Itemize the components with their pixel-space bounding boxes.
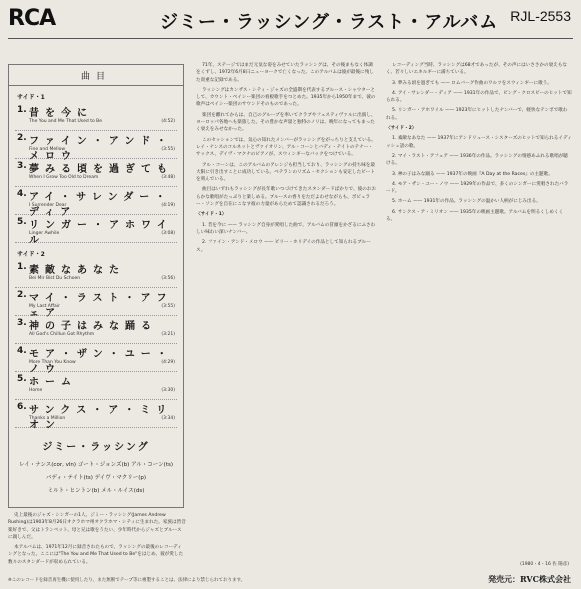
track-duration: (3:48) — [161, 175, 175, 180]
notes-date: (1980・4・16 佐 陽彦) — [520, 562, 569, 567]
liner-paragraph: 1. 素敵なあなた —— 1937年にアンドリュース・シスターズのヒットで知られるイディッシュ語の歌。 — [386, 136, 572, 149]
liner-paragraph: 2. ファイン・アンド・メロウ —— ビリー・ホリデイの作品として知られるブルース。 — [196, 240, 371, 253]
track-number: 6. — [17, 402, 27, 412]
track-number: 2. — [17, 290, 27, 300]
track-duration: (3:55) — [161, 147, 175, 152]
track-row — [15, 103, 177, 131]
track-title-ja: ホーム — [29, 377, 77, 388]
liner-paragraph: レコーディング当時、ラッシングは68才であったが、その声にはいささかの衰えもなく、若々しいエネルギーに満ちている。 — [386, 63, 568, 76]
header-rule — [8, 38, 573, 39]
liner-paragraph: 曲目はいずれもラッシングが長年歌いつづけてきたスタンダードばかりで、彼のおおらかな歌唱がたっぷりと楽しめる。ブルースの香りをただよわせながらも、ポピュラー・ソングを自在にこなす彼の力量があらためて認識されるだろう。 — [196, 187, 376, 208]
catalog-number: RJL-2553 — [510, 8, 571, 24]
liner-paragraph: このセッションでは、気心の知れたメンバーがラッシングをがっちりと支えている。レイ・ナンスのコルネットとヴァイオリン、アル・コーンとバディ・テイトのテナー・サックス、デイヴ・マクナのピアノが、スウィンギーなバックをつけている。 — [196, 137, 376, 158]
liner-paragraph: 本アルバムは、1971年12月に録音されたもので、ラッシングの最後のレコーディングとなった。ここには"The You and Me That Used to Be"をはじめ、彼が愛した数々のスタンダードが収められている。 — [8, 545, 184, 565]
track-title-en: All God's Chillun Got Rhythm — [29, 332, 95, 337]
track-title-ja: モア・ザン・ユー・ノウ — [29, 349, 173, 375]
track-title-ja: 夢みる頃を過ぎても — [29, 164, 173, 175]
artist-name: ジミー・ラッシング — [42, 442, 150, 453]
track-title-en: Home — [29, 388, 43, 393]
liner-paragraph: 5. ホーム —— 1931年の作品。ラッシングの温かい人柄がにじみ出る。 — [392, 199, 541, 205]
track-title-en: Linger Awhile — [29, 231, 60, 236]
track-duration: (4:19) — [161, 203, 175, 208]
track-duration: (3:34) — [161, 416, 175, 421]
track-number: 5. — [17, 374, 27, 384]
personnel-line: バディ・テイト(ts) デイヴ・マクリー(p) — [45, 475, 147, 481]
track-title-en: I Surrender Dear — [29, 203, 67, 208]
track-title-en: More Than You Know — [29, 360, 76, 365]
track-title-en: My Last Affair — [29, 304, 60, 309]
footer — [8, 562, 573, 585]
track-title-ja: リンガー・アホワイル — [29, 220, 173, 246]
track-title-en: Thanks a Million — [29, 416, 66, 421]
track-duration: (3:08) — [161, 231, 175, 236]
track-title-en: The You and Me That Used to Be — [29, 119, 103, 124]
tracklist-box — [8, 64, 184, 508]
track-row — [15, 215, 177, 246]
header — [0, 0, 581, 36]
liner-paragraph: 楽団を離れてからは、自己のグループを率いてクラブやフェスティヴァルに出演し、ヨーロッパ各地へも楽旅した。その豊かな声量と独特のノリは、晩年になってもまったく衰えをみせなかった。 — [196, 112, 376, 133]
liner-paragraph: ラッシングはカンザス・シティ・ジャズの全盛期を代表するブルース・シャウターとして、カウント・ベイシー楽団の看板歌手をつとめた。1935年から1950年まで、彼の歌声はベイシー楽団のサウンドそのものであった。 — [196, 87, 376, 108]
liner-notes-col1 — [8, 512, 186, 572]
track-row — [15, 372, 177, 400]
track-number: 4. — [17, 189, 27, 199]
track-duration: (3:30) — [161, 388, 175, 393]
track-duration: (3:21) — [161, 332, 175, 337]
rca-logo: RCA — [8, 6, 56, 31]
liner-notes-col3 — [386, 62, 572, 572]
liner-paragraph: 71年、ステージではまだ元気な姿をみせていたラッシングは、その後まもなく体調をくずし、1972年6月8日ニューヨークで亡くなった。このアルバムは彼が最後に残した貴重な記録である。 — [196, 63, 374, 83]
track-title-ja: マイ・ラスト・アフェア — [29, 293, 173, 319]
liner-paragraph: アル・コーンは、このアルバムのアレンジも担当しており、ラッシングの持ち味を最大限に引き出すことに成功している。ベテランのリズム・セクションも安定したビートを刻んでいる。 — [196, 162, 376, 183]
album-title: ジミー・ラッシング・ラスト・アルバム — [160, 12, 499, 33]
track-number: 2. — [17, 133, 27, 143]
track-title-en: When I Grow Too Old to Dream — [29, 175, 99, 180]
track-title-ja: ファイン・アンド・メロウ — [29, 136, 173, 162]
liner-paragraph: 1. 昔を今に —— ラッシング自身が愛唱した曲で、アルバムの冒頭をかざるにふさわしい味わい深いナンバー。 — [196, 222, 376, 235]
track-row — [15, 288, 177, 319]
track-row — [15, 260, 177, 288]
track-title-en: Fine and Mellow — [29, 147, 66, 152]
liner-paragraph: 〈サイド・1〉 — [196, 212, 227, 218]
track-duration: (3:55) — [161, 304, 175, 309]
track-title-ja: 素敵なあなた — [29, 265, 125, 276]
track-number: 4. — [17, 346, 27, 356]
liner-paragraph: 2. マイ・ラスト・アフェア —— 1936年の作品。ラッシングの情感あふれる歌唱が聴ける。 — [386, 153, 568, 167]
personnel — [15, 438, 177, 498]
track-row — [15, 316, 177, 344]
liner-paragraph: 4. アイ・サレンダー・ディア —— 1931年の作品で、ビング・クロスビーのヒットで知られる。 — [386, 90, 572, 104]
track-row — [15, 187, 177, 218]
track-row — [15, 344, 177, 375]
track-duration: (3:56) — [161, 276, 175, 281]
liner-paragraph: 4. モア・ザン・ユー・ノウ —— 1929年の作品で、多くのシンガーに愛唱されたバラード。 — [386, 181, 569, 195]
track-number: 1. — [17, 105, 27, 115]
personnel-line: レイ・ナンス(cor, vln) ゴート・ジョンズ(b) アル・コーン(ts) — [19, 462, 173, 468]
track-title-ja: 神の子はみな踊る — [29, 321, 157, 332]
track-title-ja: サンクス・ア・ミリオン — [29, 405, 173, 431]
liner-notes-col2 — [196, 62, 376, 572]
tracklist-sides — [9, 92, 183, 431]
side-label: サイド・1 — [17, 94, 45, 101]
track-number: 1. — [17, 262, 27, 272]
track-row — [15, 159, 177, 187]
track-title-en: Bei Mir Bist Du Schoen — [29, 276, 81, 281]
track-row — [15, 400, 177, 431]
liner-paragraph: 6. サンクス・ア・ミリオン —— 1935年の映画主題歌。アルバムを明るくしめくくる。 — [386, 209, 564, 223]
copyright-note: ※このレコードを録音再生機に使用したり、また無断でテープ等に複製することは、法律により禁じられております。 — [8, 578, 246, 583]
liner-paragraph: 5. リンガー・アホワイル —— 1923年にヒットしたナンバーで、軽快なテンポで歌われる。 — [386, 108, 568, 121]
liner-paragraph: 3. 神の子はみな踊る —— 1937年の映画『A Day at the Races』の主題歌。 — [392, 171, 553, 177]
personnel-line: ミルト・ヒントン(b) メル・ルイス(ds) — [47, 488, 145, 494]
track-number: 3. — [17, 318, 27, 328]
track-duration: (4:52) — [161, 119, 175, 124]
liner-paragraph: 〈サイド・2〉 — [386, 126, 417, 132]
track-title-ja: アイ・サレンダー・ディア — [29, 192, 172, 218]
track-title-ja: 昔を今に — [29, 108, 93, 119]
liner-paragraph: 3. 夢みる頃を過ぎても —— ロムバーグ作曲のワルツをスウィンギーに歌う。 — [392, 80, 552, 86]
track-number: 3. — [17, 161, 27, 171]
side-label: サイド・2 — [17, 251, 45, 258]
liner-paragraph: 史上最後のジャズ・シンガーの1人、ジミー・ラッシング(James Andrew Rushing)は1903年8月26日オクラホマ州オクラホマ・シティに生まれた。家族は皆音楽好きで、父はトランペット、母と兄は歌をうたい、少年時代からジャズとブルースに親しんだ。 — [8, 513, 186, 540]
publisher: 発売元：RVC株式会社 — [488, 574, 571, 584]
tracklist-heading: 曲目 — [9, 65, 183, 86]
track-duration: (4:29) — [161, 360, 175, 365]
track-number: 5. — [17, 217, 27, 227]
track-row — [15, 131, 177, 162]
